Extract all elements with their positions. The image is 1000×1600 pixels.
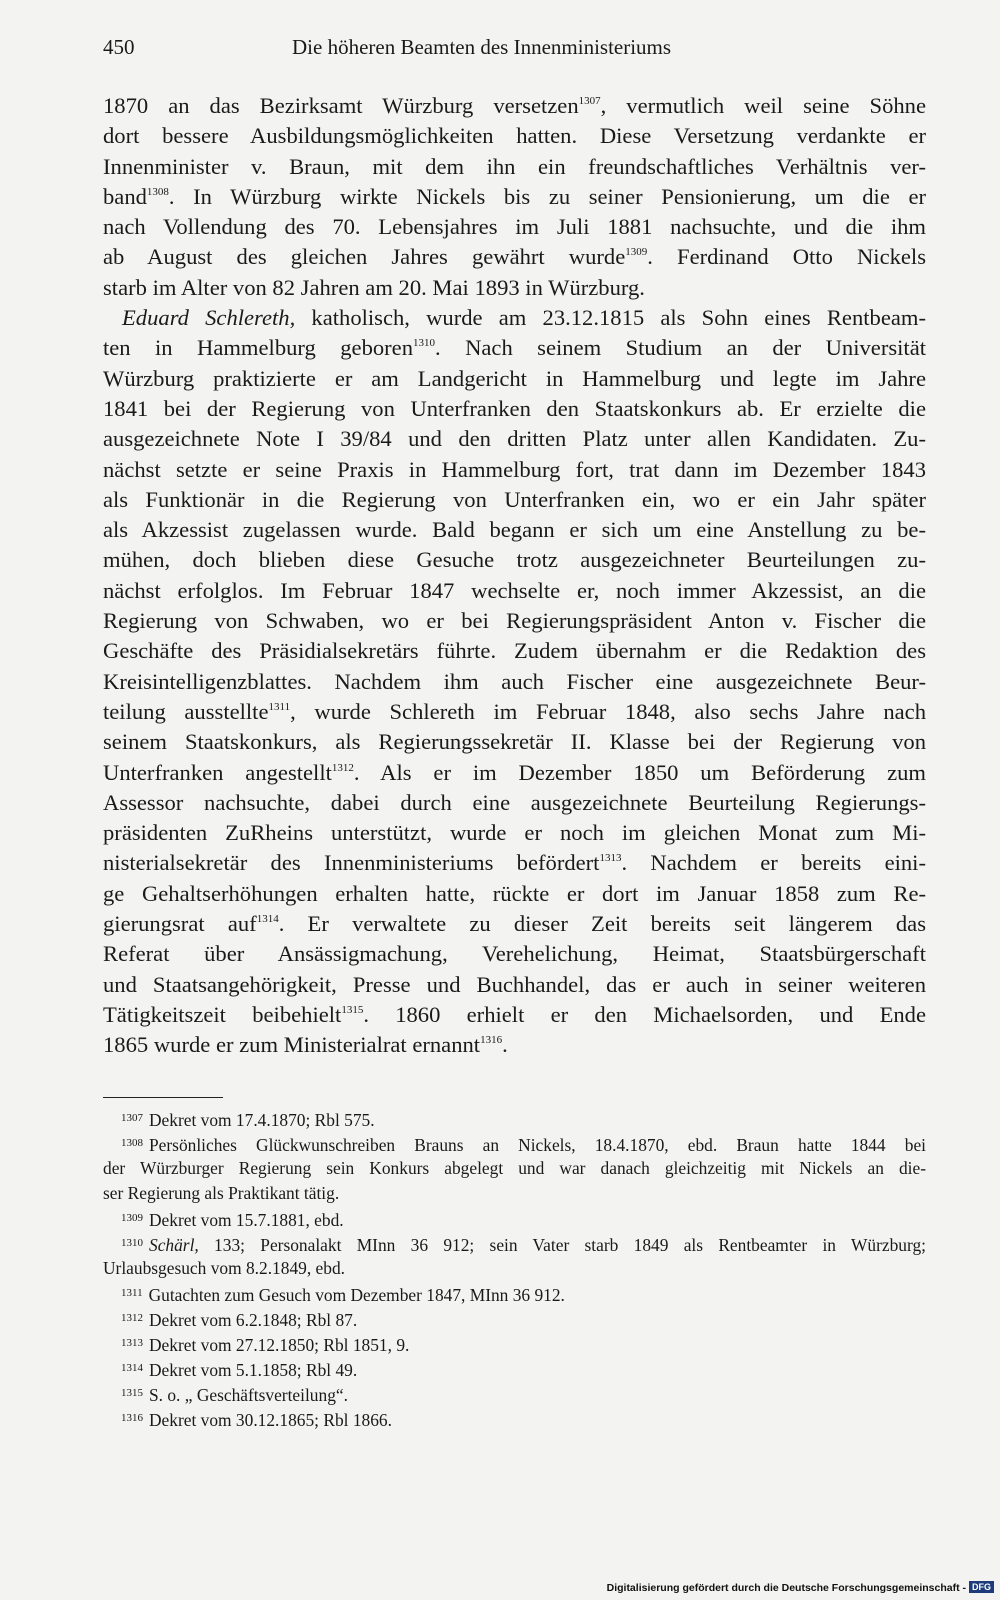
footnote-line: der Würzburger Regierung sein Konkurs abgelegt und war danach gleichzeitig mit Nickels an die- [103, 1158, 926, 1178]
text-line: Kreisintelligenzblattes. Nachdem ihm auch Fischer eine ausgezeichnete Beur- [103, 668, 926, 694]
text-line: nisterialsekretär des Innenministeriums befördert$^{1313}$. Nachdem er bereits eini- [103, 850, 926, 876]
text-line: und Staatsangehörigkeit, Presse und Buchhandel, das er auch in seiner weiteren [103, 971, 926, 997]
text-line: Assessor nachsuchte, dabei durch eine ausgezeichnete Beurteilung Regierungs- [103, 789, 926, 815]
footnote-number: 1313 [121, 1337, 143, 1349]
footnote-number: 1316 [121, 1412, 143, 1424]
footnote-divider [103, 1097, 223, 1098]
text-line: nach Vollendung des 70. Lebensjahres im Juli 1881 nachsuchte, und die ihm [103, 214, 926, 240]
footnote-line: Urlaubsgesuch vom 8.2.1849, ebd. [103, 1258, 345, 1278]
text-line: gierungsrat auf$^{1314}$. Er verwaltete zu dieser Zeit bereits seit längerem das [103, 911, 926, 937]
text-line: mühen, doch blieben diese Gesuche trotz ausgezeichneter Beurteilungen zu- [103, 547, 926, 573]
text-line: Eduard Schlereth, katholisch, wurde am 23.12.1815 als Sohn eines Rentbeam- [122, 305, 926, 331]
text-line: nächst erfolglos. Im Februar 1847 wechselte er, noch immer Akzessist, an die [103, 577, 926, 603]
text-line: dort bessere Ausbildungsmöglichkeiten hatten. Diese Versetzung verdankte er [103, 123, 926, 149]
text-line: band$^{1308}$. In Würzburg wirkte Nickels bis zu seiner Pensionierung, um die er [103, 183, 926, 209]
footnote-number: 1314 [121, 1362, 143, 1374]
text-line: nächst setzte er seine Praxis in Hammelburg fort, trat dann im Dezember 1843 [103, 456, 926, 482]
text-line: teilung ausstellte$^{1311}$, wurde Schlereth im Februar 1848, also sechs Jahre nach [103, 698, 926, 724]
digitization-credit [607, 1581, 994, 1594]
footnote-ref[interactable]: 1307 [578, 95, 601, 107]
text-line: ausgezeichnete Note I 39/84 und den dritten Platz unter allen Kandidaten. Zu- [103, 426, 926, 452]
body-text [103, 91, 926, 1061]
footnote-ref[interactable]: 1315 [341, 1003, 364, 1016]
footnote-1313: $^{1313}$ Dekret vom 27.12.1850; Rbl 1851, 9. [121, 1335, 410, 1355]
credit-text: Digitalisierung gefördert durch die Deutsche Forschungsgemeinschaft - [606, 1582, 966, 1594]
footnote-1311: $^{1311}$ Gutachten zum Gesuch vom Dezember 1847, MInn 36 912. [121, 1285, 565, 1305]
footnote-1310: $^{1310}$ Schärl, 133; Personalakt MInn 36 912; sein Vater starb 1849 als Rentbeamter in Würzburg; [121, 1235, 926, 1255]
page-number: 450 [103, 35, 135, 59]
footnote-1308: $^{1308}$ Persönliches Glückwunschreiben Brauns an Nickels, 18.4.1870, ebd. Braun hatte 1844 bei [121, 1135, 926, 1155]
dfg-logo: DFG [969, 1581, 994, 1593]
footnote-number: 1312 [121, 1312, 143, 1324]
text-line: Innenminister v. Braun, mit dem ihn ein freundschaftliches Verhältnis ver- [103, 153, 926, 179]
running-head: Die höheren Beamten des Innenministeriums [292, 35, 672, 59]
text-line: ge Gehaltserhöhungen erhalten hatte, rückte er dort im Januar 1858 zum Re- [103, 880, 926, 906]
text-line: Regierung von Schwaben, wo er bei Regierungspräsident Anton v. Fischer die [103, 608, 926, 634]
footnote-ref[interactable]: 1308 [146, 185, 169, 198]
text-line: Würzburg praktizierte er am Landgericht in Hammelburg und legte im Jahre [103, 365, 926, 391]
text-line: seinem Staatskonkurs, als Regierungssekretär II. Klasse bei der Regierung von [103, 729, 926, 755]
footnote-number: 1307 [121, 1112, 143, 1124]
footnote-number: 1310 [121, 1237, 143, 1249]
text-line: ten in Hammelburg geboren$^{1310}$. Nach seinem Studium an der Universität [103, 335, 926, 361]
footnote-number: 1308 [121, 1137, 143, 1149]
footnote-ref[interactable]: 1316 [480, 1034, 503, 1047]
text-line: ab August des gleichen Jahres gewährt wurde$^{1309}$. Ferdinand Otto Nickels [103, 244, 926, 270]
text-line: 1865 wurde er zum Ministerialrat ernannt$^{1316}$. [103, 1032, 508, 1058]
footnote-line: ser Regierung als Praktikant tätig. [103, 1183, 340, 1203]
text-line: Geschäfte des Präsidialsekretärs führte. Zudem übernahm er die Redaktion des [103, 638, 926, 664]
footnote-1315: $^{1315}$ S. o. „ Geschäftsverteilung“. [121, 1385, 348, 1405]
footnote-1316: $^{1316}$ Dekret vom 30.12.1865; Rbl 1866. [121, 1410, 392, 1430]
footnote-number: 1315 [121, 1387, 143, 1399]
text-line: 1870 an das Bezirksamt Würzburg versetzen$^{1307}$, vermutlich weil seine Söhne [103, 93, 926, 118]
footnote-number: 1309 [121, 1212, 143, 1224]
text-line: Unterfranken angestellt$^{1312}$. Als er im Dezember 1850 um Beförderung zum [103, 759, 926, 785]
text-line: als Funktionär in die Regierung von Unterfranken ein, wo er ein Jahr später [103, 486, 926, 512]
footnote-1307: $^{1307}$ Dekret vom 17.4.1870; Rbl 575. [121, 1110, 375, 1130]
text-line: Referat über Ansässigmachung, Verehelichung, Heimat, Staatsbürgerschaft [103, 941, 926, 967]
text-line: 1841 bei der Regierung von Unterfranken den Staatskonkurs ab. Er erzielte die [103, 395, 926, 421]
footnote-1309: $^{1309}$ Dekret vom 15.7.1881, ebd. [121, 1210, 344, 1230]
footnote-1312: $^{1312}$ Dekret vom 6.2.1848; Rbl 87. [121, 1310, 358, 1330]
footnote-ref[interactable]: 1311 [268, 700, 291, 713]
text-line: Tätigkeitszeit beibehielt$^{1315}$. 1860 erhielt er den Michaelsorden, und Ende [103, 1001, 927, 1027]
footnote-1314: $^{1314}$ Dekret vom 5.1.1858; Rbl 49. [121, 1360, 358, 1380]
footnote-number: 1311 [121, 1287, 143, 1299]
footnotes [103, 1106, 926, 1431]
footnote-ref[interactable]: 1313 [599, 852, 622, 865]
footnote-ref[interactable]: 1312 [331, 761, 354, 774]
person-name: Eduard Schlereth, [122, 305, 296, 331]
footnote-ref[interactable]: 1314 [256, 913, 279, 926]
text-line: als Akzessist zugelassen wurde. Bald begann er sich um eine Anstellung zu be- [103, 517, 926, 543]
text-line: starb im Alter von 82 Jahren am 20. Mai 1893 in Würzburg. [103, 274, 645, 300]
footnote-ref[interactable]: 1310 [413, 337, 436, 350]
text-line: präsidenten ZuRheins unterstützt, wurde er noch im gleichen Monat zum Mi- [103, 820, 926, 846]
footnote-ref[interactable]: 1309 [625, 246, 648, 259]
